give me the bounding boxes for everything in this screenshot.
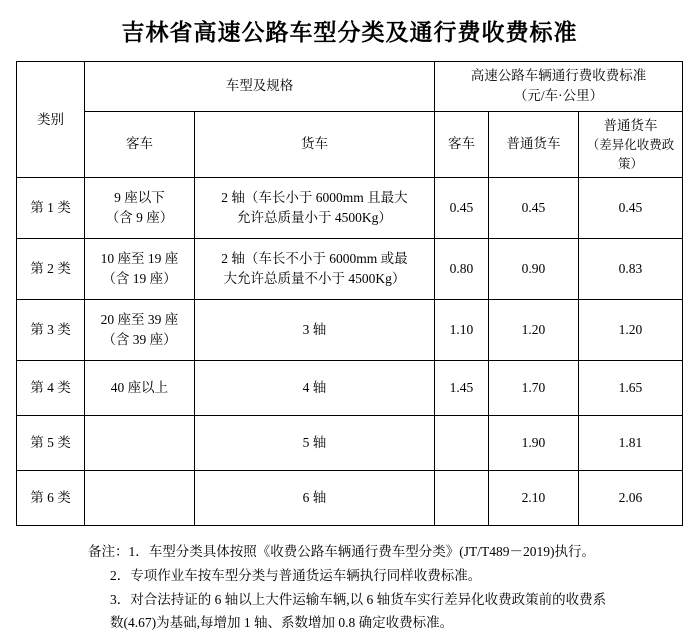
row-truck-spec-line1: 2 轴（车长不小于 6000mm 或最 xyxy=(221,251,408,266)
table-header-row-2 xyxy=(16,111,682,178)
row-truck-spec xyxy=(194,300,434,361)
row-category: 第 2 类 xyxy=(16,239,84,300)
notes-section xyxy=(0,540,699,635)
row-fee-bus xyxy=(434,471,488,526)
header-fee-group-line2: （元/车·公里） xyxy=(513,88,604,104)
row-bus-spec xyxy=(84,178,194,239)
row-fee-truck-normal: 1.70 xyxy=(488,361,578,416)
row-category: 第 3 类 xyxy=(16,300,84,361)
row-fee-truck-normal: 0.90 xyxy=(488,239,578,300)
row-bus-spec-line2: （含 19 座） xyxy=(102,271,177,287)
header-fee-bus: 客车 xyxy=(434,111,488,178)
row-bus-spec xyxy=(84,471,194,526)
row-category: 第 6 类 xyxy=(16,471,84,526)
row-fee-truck-normal: 1.20 xyxy=(488,300,578,361)
row-category: 第 1 类 xyxy=(16,178,84,239)
row-fee-truck-normal: 2.10 xyxy=(488,471,578,526)
table-header-row-1 xyxy=(16,62,682,112)
page-title: 吉林省高速公路车型分类及通行费收费标准 xyxy=(121,20,578,45)
row-bus-spec xyxy=(84,239,194,300)
fee-standard-table xyxy=(16,61,683,526)
row-fee-truck-diff: 1.20 xyxy=(578,300,682,361)
table-row xyxy=(16,416,682,471)
row-fee-truck-diff: 0.45 xyxy=(578,178,682,239)
row-truck-spec-line2: 大允许总质量不小于 4500Kg） xyxy=(223,271,406,287)
row-bus-spec xyxy=(84,300,194,361)
row-fee-truck-diff: 1.81 xyxy=(578,416,682,471)
row-category: 第 4 类 xyxy=(16,361,84,416)
row-fee-truck-normal: 1.90 xyxy=(488,416,578,471)
header-bus: 客车 xyxy=(84,111,194,178)
row-fee-truck-normal: 0.45 xyxy=(488,178,578,239)
header-fee-group-line1: 高速公路车辆通行费收费标准 xyxy=(470,68,647,83)
row-fee-bus: 0.80 xyxy=(434,239,488,300)
header-fee-truck-diff-line2: （差异化收费政策） xyxy=(586,137,675,171)
row-fee-bus: 1.45 xyxy=(434,361,488,416)
row-truck-spec: 5 轴 xyxy=(194,416,434,471)
row-truck-spec xyxy=(194,178,434,239)
table-row xyxy=(16,239,682,300)
header-fee-truck-diff-line1: 普通货车 xyxy=(603,117,658,133)
header-truck: 货车 xyxy=(194,111,434,178)
header-fee-truck-normal: 普通货车 xyxy=(488,111,578,178)
row-fee-truck-diff: 1.65 xyxy=(578,361,682,416)
table-row xyxy=(16,178,682,239)
table-row xyxy=(16,300,682,361)
row-bus-spec-line1: 10 座至 19 座 xyxy=(100,251,179,266)
row-truck-spec-line1: 2 轴（车长小于 6000mm 且最大 xyxy=(221,190,408,205)
header-fee-truck-diff xyxy=(578,111,682,178)
row-bus-spec-line2: （含 39 座） xyxy=(102,332,177,348)
row-category: 第 5 类 xyxy=(16,416,84,471)
row-bus-spec xyxy=(84,416,194,471)
row-bus-spec-line2: （含 9 座） xyxy=(105,210,174,226)
row-fee-bus: 1.10 xyxy=(434,300,488,361)
note-item-1 xyxy=(88,540,675,564)
row-fee-bus xyxy=(434,416,488,471)
table-row xyxy=(16,361,682,416)
row-truck-spec: 6 轴 xyxy=(194,471,434,526)
notes-label: 备注： xyxy=(88,544,129,560)
row-fee-truck-diff: 2.06 xyxy=(578,471,682,526)
row-truck-spec: 4 轴 xyxy=(194,361,434,416)
note-item-2: 2．专项作业车按车型分类与普通货运车辆执行同样收费标准。 xyxy=(110,567,482,583)
note-text-1: 1．车型分类具体按照《收费公路车辆通行费车型分类》(JT/T489－2019)执行。 xyxy=(128,544,595,560)
row-truck-spec xyxy=(194,239,434,300)
row-truck-spec-line2: 允许总质量小于 4500Kg） xyxy=(237,210,392,226)
row-truck-spec-line1: 3 轴 xyxy=(302,322,327,338)
row-fee-bus: 0.45 xyxy=(434,178,488,239)
row-bus-spec-line1: 20 座至 39 座 xyxy=(100,312,179,327)
header-fee-group xyxy=(434,62,682,112)
header-category: 类别 xyxy=(16,62,84,178)
note-item-4: 数(4.67)为基础,每增加 1 轴、系数增加 0.8 确定收费标准。 xyxy=(110,615,454,631)
table-row xyxy=(16,471,682,526)
header-vehicle-group: 车型及规格 xyxy=(84,62,434,112)
row-bus-spec: 40 座以上 xyxy=(84,361,194,416)
row-bus-spec-line1: 9 座以下 xyxy=(114,190,165,205)
row-fee-truck-diff: 0.83 xyxy=(578,239,682,300)
note-item-3: 3．对合法持证的 6 轴以上大件运输车辆,以 6 轴货车实行差异化收费政策前的收费系 xyxy=(110,591,607,607)
